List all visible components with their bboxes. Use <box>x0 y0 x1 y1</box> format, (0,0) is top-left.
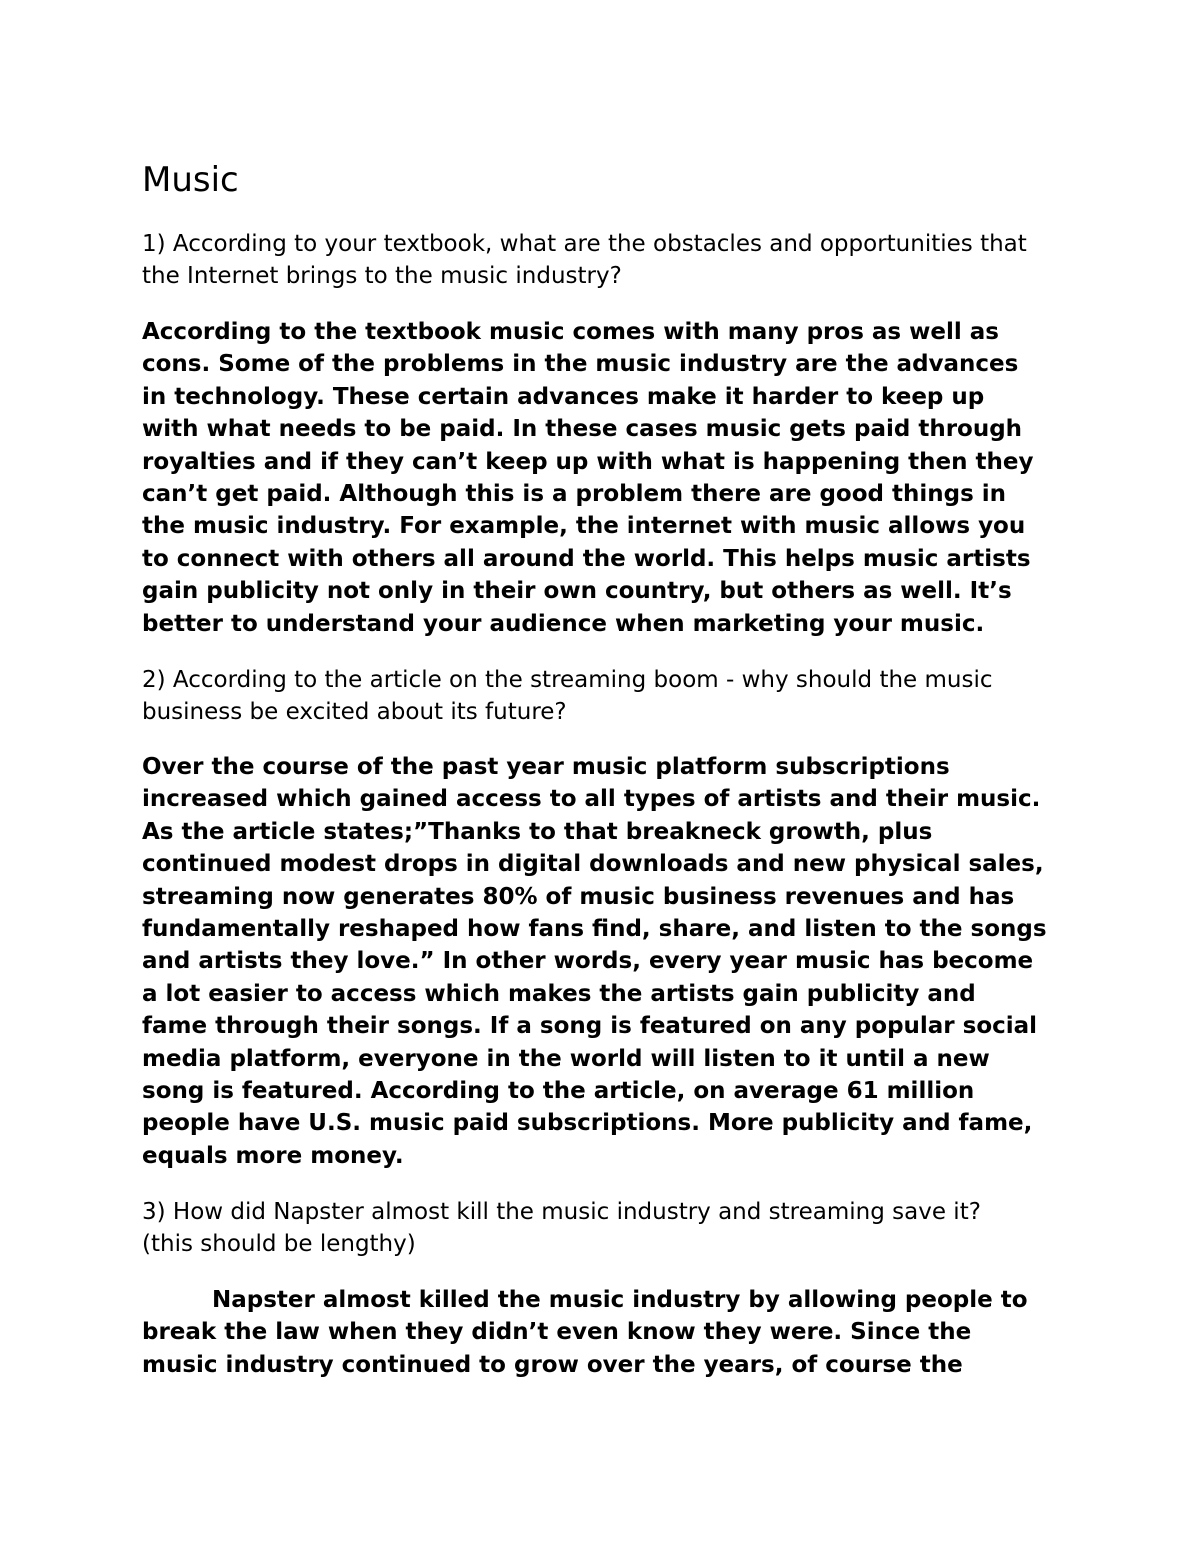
answer-2-line: continued modest drops in digital downloads and new physical sales, <box>142 851 1044 878</box>
answer-1-line: with what needs to be paid. In these cases music gets paid through <box>142 416 1023 443</box>
answer-2-line: Over the course of the past year music platform subscriptions <box>142 754 950 780</box>
answer-3-line: music industry continued to grow over the years, of course the <box>142 1351 963 1378</box>
question-2-prompt <box>142 664 993 729</box>
question-2-prompt-line: business be excited about its future? <box>142 699 567 726</box>
answer-2-line: song is featured. According to the article, on average 61 million <box>142 1078 975 1105</box>
answer-1-line: royalties and if they can’t keep up with what is happening then they <box>142 448 1034 475</box>
answer-1-line: According to the textbook music comes with many pros as well as <box>142 319 999 345</box>
question-3-prompt-line: 3) How did Napster almost kill the music industry and streaming save it? <box>142 1199 981 1225</box>
question-1-prompt-line: the Internet brings to the music industry? <box>142 263 622 290</box>
question-1-prompt-line: 1) According to your textbook, what are the obstacles and opportunities that <box>142 231 1027 257</box>
answer-1-line: the music industry. For example, the internet with music allows you <box>142 513 1026 540</box>
answer-1-line: can’t get paid. Although this is a problem there are good things in <box>142 481 1007 508</box>
answer-1-line: better to understand your audience when marketing your music. <box>142 610 985 637</box>
answer-3-line: break the law when they didn’t even know they were. Since the <box>142 1319 972 1346</box>
document-title: Music <box>142 160 239 200</box>
answer-2-line: streaming now generates 80% of music business revenues and has <box>142 883 1015 910</box>
answer-2-line: a lot easier to access which makes the artists gain publicity and <box>142 980 976 1007</box>
answer-2-line: increased which gained access to all types of artists and their music. <box>142 786 1041 813</box>
answer-2-line: As the article states;”Thanks to that breakneck growth, plus <box>142 818 933 845</box>
question-1-prompt <box>142 228 1027 293</box>
question-3-prompt <box>142 1196 981 1261</box>
answer-1-line: to connect with others all around the world. This helps music artists <box>142 545 1031 572</box>
answer-1-line: in technology. These certain advances make it harder to keep up <box>142 383 985 410</box>
answer-1-line: gain publicity not only in their own country, but others as well. It’s <box>142 578 1012 605</box>
answer-1-line: cons. Some of the problems in the music industry are the advances <box>142 351 1019 378</box>
answer-2-line: people have U.S. music paid subscriptions. More publicity and fame, <box>142 1110 1033 1137</box>
answer-2-line: and artists they love.” In other words, every year music has become <box>142 948 1034 975</box>
answer-2-line: equals more money. <box>142 1142 404 1169</box>
answer-2-line: fundamentally reshaped how fans find, share, and listen to the songs <box>142 916 1047 943</box>
answer-2-line: media platform, everyone in the world will listen to it until a new <box>142 1045 990 1072</box>
question-2-answer <box>142 751 1047 1172</box>
answer-3-line-text: Napster almost killed the music industry by allowing people to <box>212 1287 1028 1313</box>
answer-2-line: fame through their songs. If a song is featured on any popular social <box>142 1013 1038 1040</box>
answer-3-line <box>142 1284 1028 1316</box>
question-2-prompt-line: 2) According to the article on the streaming boom - why should the music <box>142 667 993 693</box>
question-1-answer <box>142 316 1033 640</box>
question-3-prompt-line: (this should be lengthy) <box>142 1231 416 1258</box>
question-3-answer <box>142 1284 1028 1381</box>
